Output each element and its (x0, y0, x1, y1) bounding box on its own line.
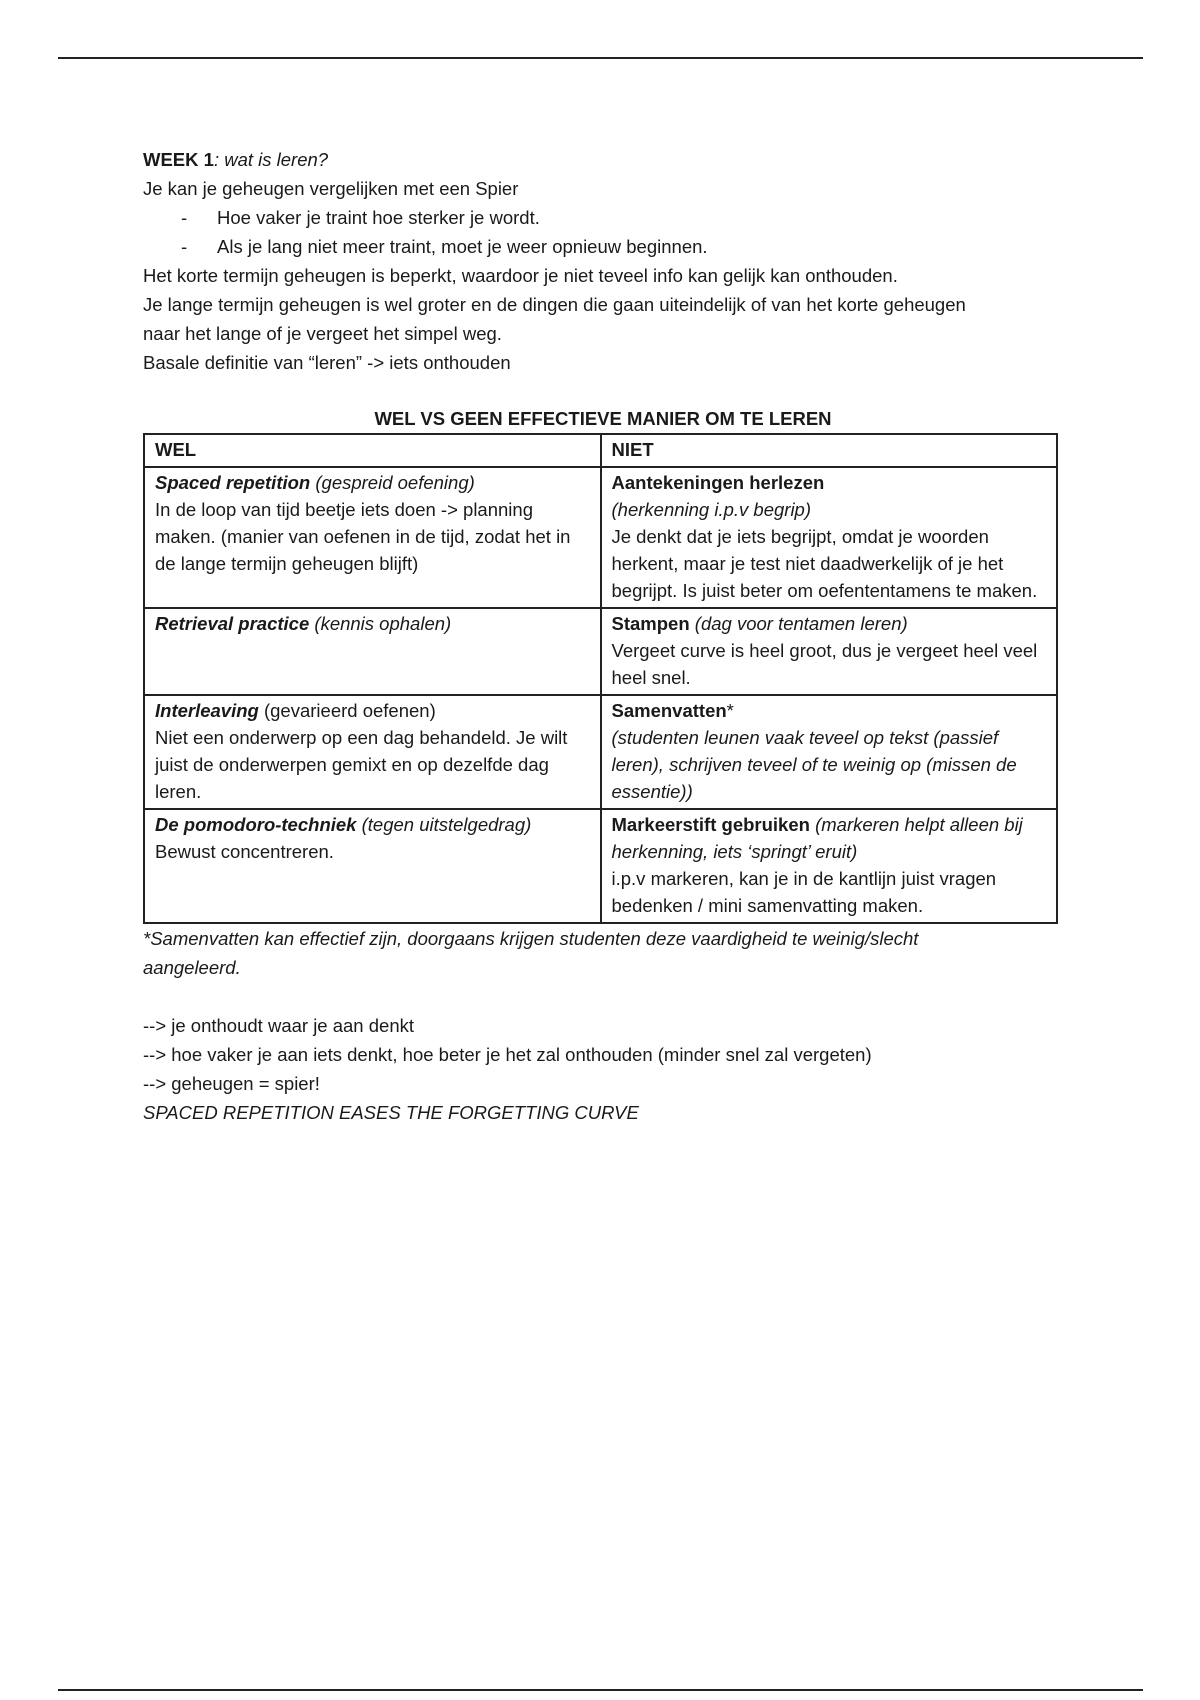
cell-wel (144, 695, 601, 809)
cell-body: In de loop van tijd beetje iets doen -> planning maken. (manier van oefenen in de tijd, zodat het in de lange termijn geheugen blijft) (155, 499, 571, 574)
cell-subtitle: * (726, 700, 734, 721)
cell-subtitle: (gevarieerd oefenen) (258, 700, 436, 721)
cell-body: Niet een onderwerp op een dag behandeld. Je wilt juist de onderwerpen gemixt en op dezelfde dag leren. (155, 727, 568, 802)
cell-title: Samenvatten (611, 700, 727, 721)
footnote-line-1: *Samenvatten kan effectief zijn, doorgaans krijgen studenten deze vaardigheid te weinig/slecht (143, 928, 919, 949)
cell-title: Spaced repetition (155, 472, 311, 493)
week-heading (143, 145, 1063, 174)
header-niet: NIET (601, 434, 1058, 467)
cell-wel (144, 608, 601, 695)
cell-title: Aantekeningen herlezen (611, 472, 825, 493)
footnote-line-2: aangeleerd. (143, 957, 241, 978)
header-wel: WEL (144, 434, 601, 467)
paragraph-long-term-1: Je lange termijn geheugen is wel groter en de dingen die gaan uiteindelijk of van het korte geheugen (143, 294, 966, 315)
arrow-note: --> hoe vaker je aan iets denkt, hoe beter je het zal onthouden (minder snel zal vergeten) (143, 1044, 872, 1065)
cell-niet (601, 809, 1058, 923)
arrow-note: --> geheugen = spier! (143, 1073, 320, 1094)
intro-text: Je kan je geheugen vergelijken met een Spier (143, 178, 519, 199)
paragraph-short-term: Het korte termijn geheugen is beperkt, waardoor je niet teveel info kan gelijk kan onthouden. (143, 265, 898, 286)
cell-body: Vergeet curve is heel groot, dus je vergeet heel veel heel snel. (611, 640, 1038, 688)
closing-statement: SPACED REPETITION EASES THE FORGETTING CURVE (143, 1102, 639, 1123)
cell-title: De pomodoro-techniek (155, 814, 357, 835)
cell-title: Retrieval practice (155, 613, 310, 634)
cell-niet (601, 467, 1058, 608)
table-row (144, 467, 1057, 608)
comparison-table (143, 433, 1058, 924)
cell-body: Je denkt dat je iets begrijpt, omdat je woorden herkent, maar je test niet daadwerkelijk of je het begrijpt. Is juist beter om oefententamens te maken. (611, 526, 1038, 601)
table-row (144, 809, 1057, 923)
table-row (144, 608, 1057, 695)
cell-subtitle: (tegen uitstelgedrag) (356, 814, 532, 835)
definition-text: Basale definitie van “leren” -> iets onthouden (143, 352, 511, 373)
week-topic: : wat is leren? (213, 149, 329, 170)
bullet-dash: - (181, 236, 188, 257)
footer-rule (58, 1689, 1143, 1691)
cell-niet (601, 608, 1058, 695)
cell-title: Interleaving (155, 700, 259, 721)
week-label: WEEK 1 (143, 149, 214, 170)
cell-subtitle: (gespreid oefening) (310, 472, 475, 493)
cell-body: i.p.v markeren, kan je in de kantlijn juist vragen bedenken / mini samenvatting maken. (611, 868, 997, 916)
table-title: WEL VS GEEN EFFECTIEVE MANIER OM TE LEREN (374, 408, 832, 429)
spacer (143, 982, 1063, 1011)
cell-niet (601, 695, 1058, 809)
table-row (144, 695, 1057, 809)
cell-body: Bewust concentreren. (155, 841, 334, 862)
bullet-text: Als je lang niet meer traint, moet je weer opnieuw beginnen. (217, 236, 708, 257)
paragraph-long-term-2: naar het lange of je vergeet het simpel weg. (143, 323, 502, 344)
cell-subtitle: (herkenning i.p.v begrip) (611, 499, 811, 520)
cell-wel (144, 467, 601, 608)
cell-subtitle: (markeren helpt alleen bij herkenning, iets ‘springt’ eruit) (611, 814, 1023, 862)
cell-subtitle: (dag voor tentamen leren) (689, 613, 908, 634)
bullet-item (143, 232, 1063, 261)
arrow-note: --> je onthoudt waar je aan denkt (143, 1015, 414, 1036)
bullet-text: Hoe vaker je traint hoe sterker je wordt. (217, 207, 540, 228)
table-header-row (144, 434, 1057, 467)
cell-body: (studenten leunen vaak teveel op tekst (passief leren), schrijven teveel of te weinig op (missen de essentie)) (611, 727, 1017, 802)
bullet-dash: - (181, 207, 188, 228)
cell-title: Stampen (611, 613, 690, 634)
document-body (143, 145, 1063, 1127)
header-rule (58, 57, 1143, 59)
bullet-item (143, 203, 1063, 232)
cell-wel (144, 809, 601, 923)
cell-title: Markeerstift gebruiken (611, 814, 810, 835)
cell-subtitle: (kennis ophalen) (309, 613, 452, 634)
